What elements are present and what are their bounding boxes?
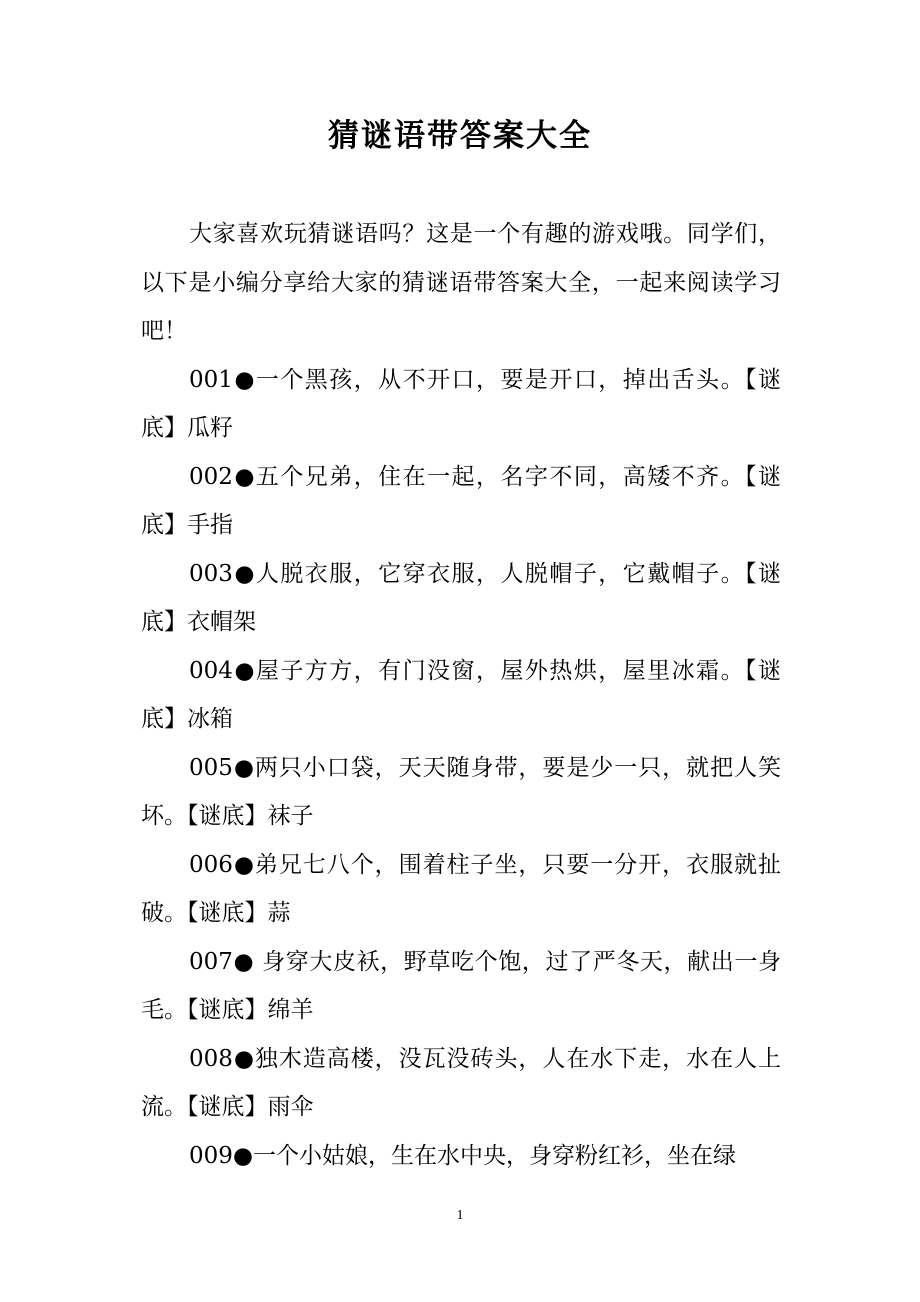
riddle-004: 004●屋子方方，有门没窗，屋外热烘，屋里冰霜。【谜底】冰箱 [141, 657, 781, 732]
document-title: 猜谜语带答案大全 [328, 118, 592, 154]
page-number: 1 [456, 1208, 464, 1223]
document-body [141, 210, 781, 1180]
riddle-008: 008●独木造高楼，没瓦没砖头，人在水下走，水在人上流。【谜底】雨伞 [141, 1045, 781, 1120]
riddle-007: 007● 身穿大皮袄，野草吃个饱，过了严冬天，献出一身毛。【谜底】绵羊 [141, 948, 781, 1023]
intro-paragraph: 大家喜欢玩猜谜语吗？这是一个有趣的游戏哦。同学们，以下是小编分享给大家的猜谜语带答案大全，一起来阅读学习吧！ [141, 221, 781, 344]
riddle-003: 003●人脱衣服，它穿衣服，人脱帽子，它戴帽子。【谜底】衣帽架 [141, 560, 781, 635]
riddle-005: 005●两只小口袋，天天随身带，要是少一只，就把人笑坏。【谜底】袜子 [141, 754, 781, 829]
riddle-009: 009●一个小姑娘，生在水中央，身穿粉红衫，坐在绿 [189, 1142, 736, 1169]
riddle-006: 006●弟兄七八个，围着柱子坐，只要一分开，衣服就扯破。【谜底】蒜 [141, 851, 781, 926]
riddle-001: 001●一个黑孩，从不开口，要是开口，掉出舌头。【谜底】瓜籽 [141, 366, 781, 441]
riddle-002: 002●五个兄弟，住在一起，名字不同，高矮不齐。【谜底】手指 [141, 463, 781, 538]
